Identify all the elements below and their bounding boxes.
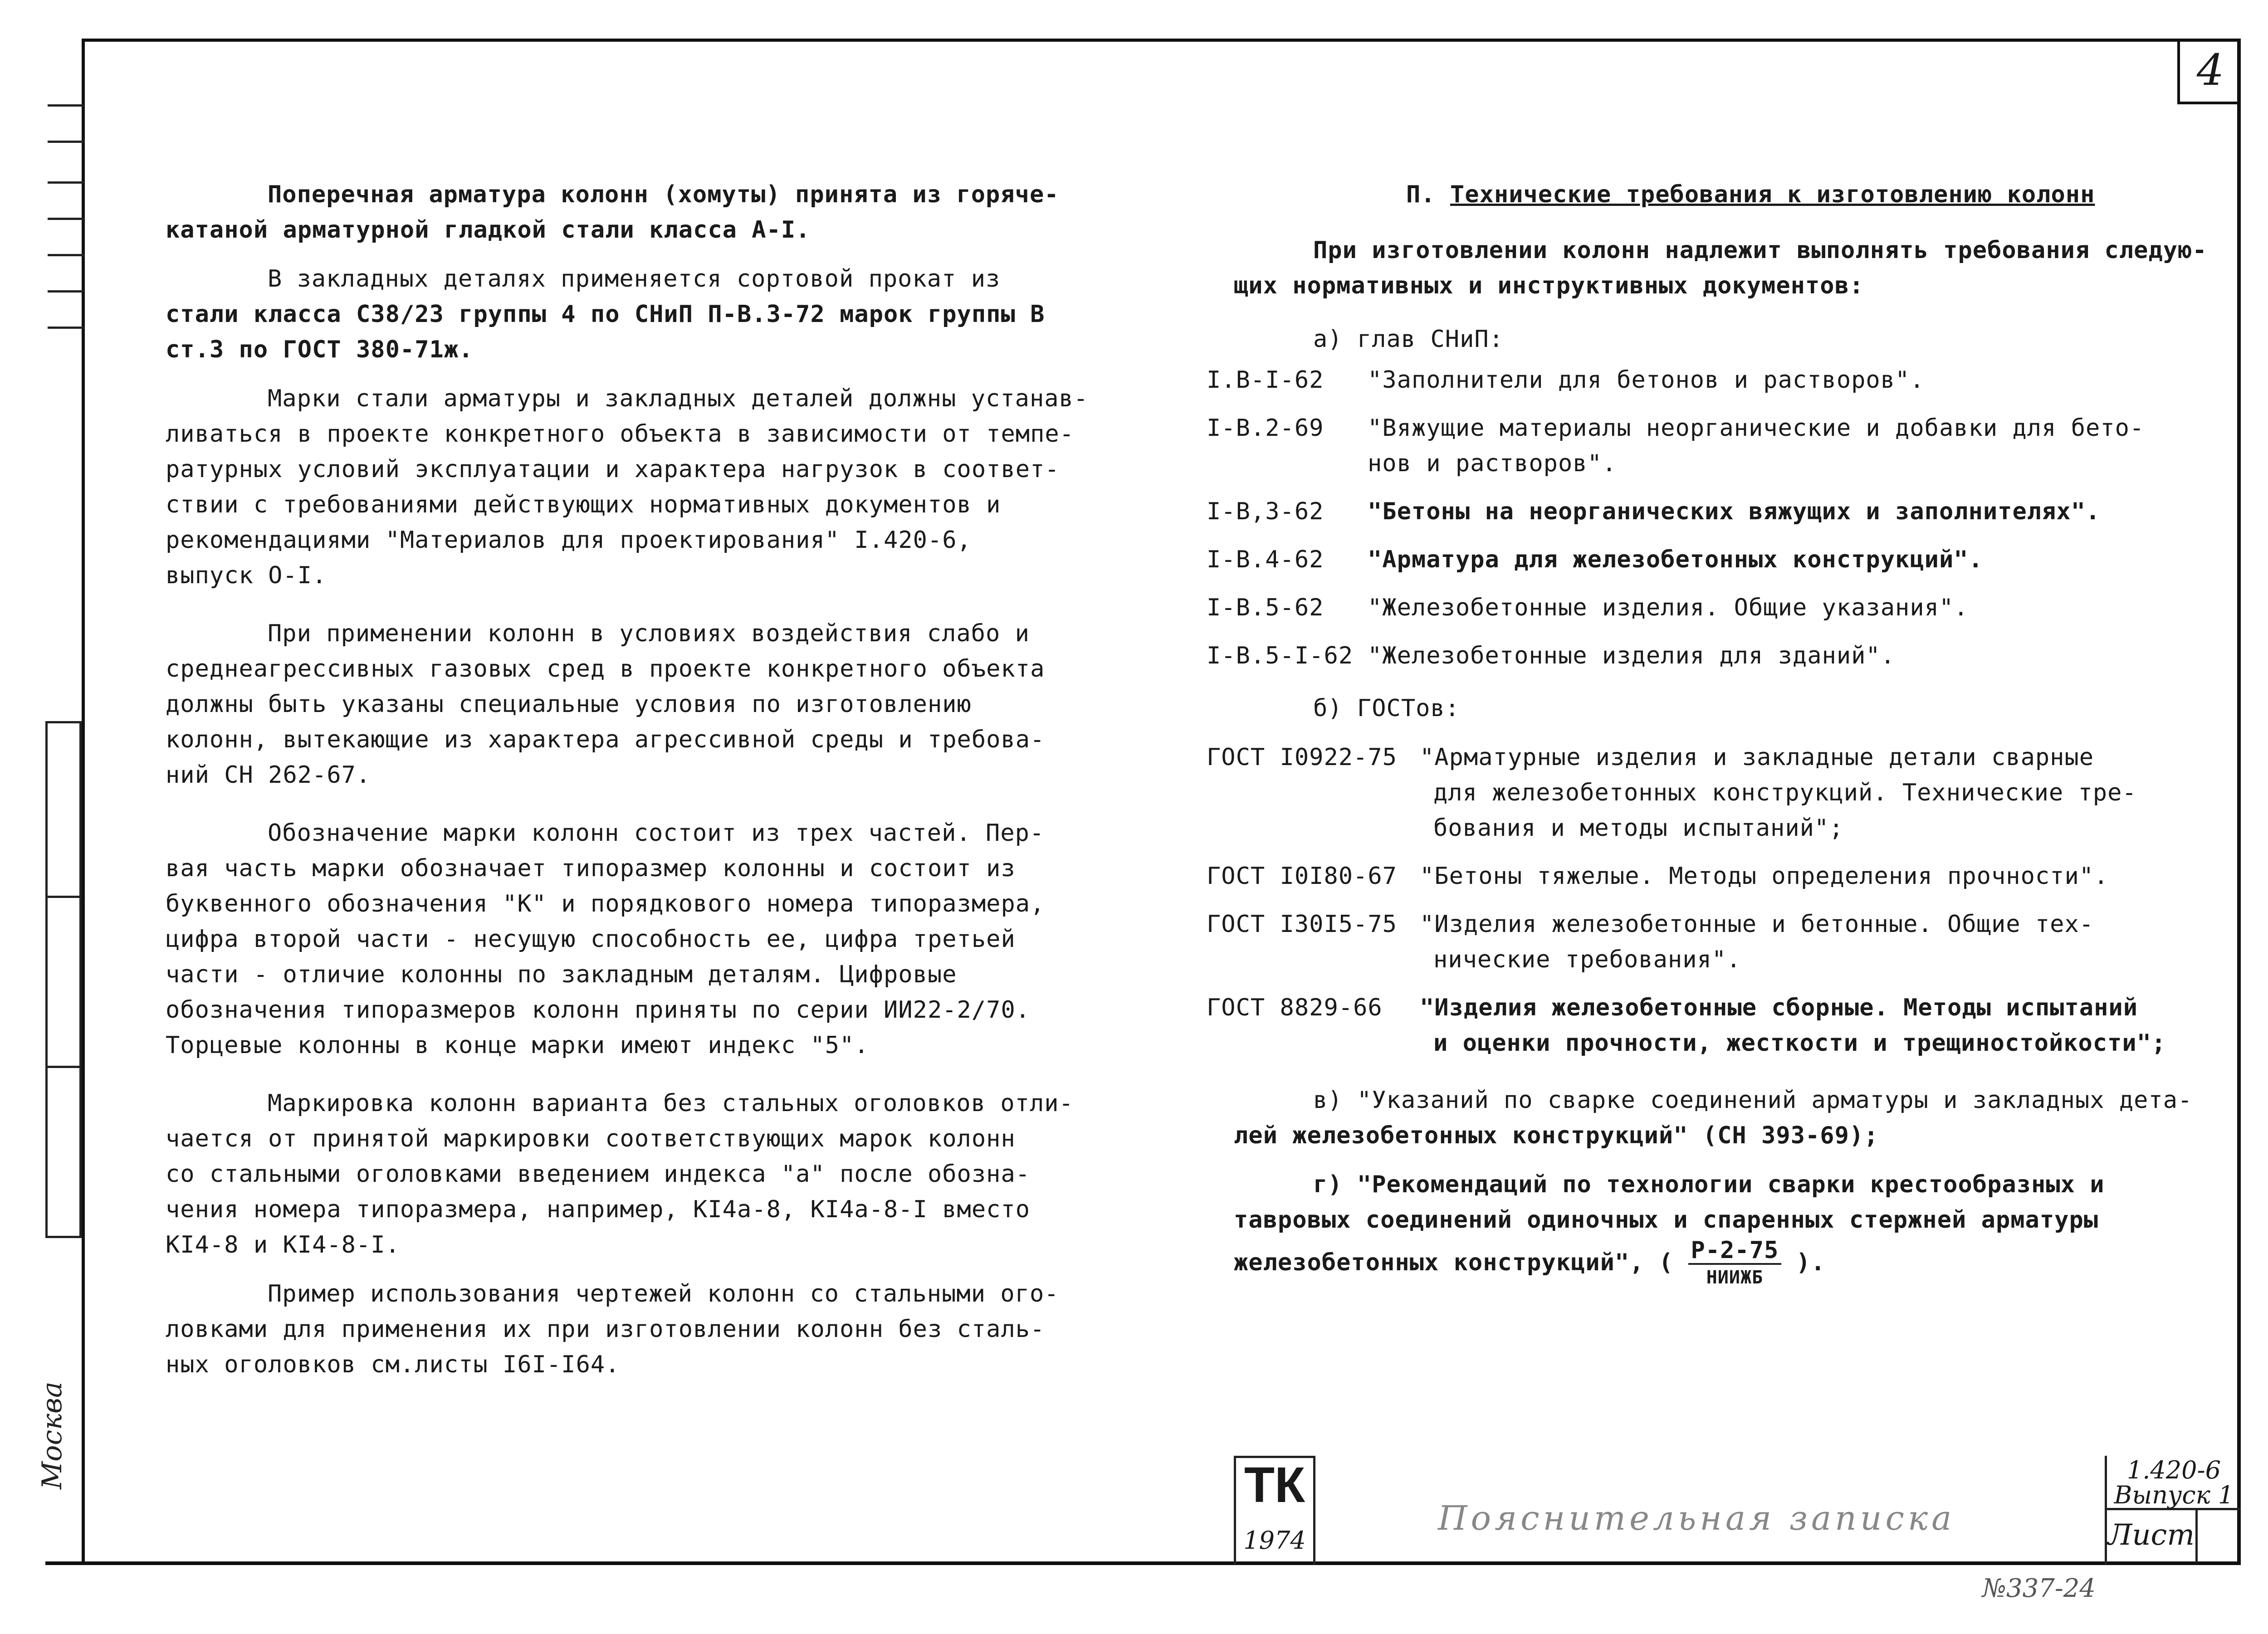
paragraph-line: Поперечная арматура колонн (хомуты) принята из горяче- [268, 181, 1059, 208]
snip-code: I-В,3-62 [1207, 498, 1324, 525]
reference-fraction [1688, 1238, 1782, 1290]
snip-code: I-В.5-I-62 [1207, 642, 1354, 669]
paragraph-line: При применении колонн в условиях воздействия слабо и [268, 620, 1030, 647]
gost-title: нические требования". [1433, 946, 1741, 973]
snip-item [1207, 638, 2227, 673]
snip-title: "Арматура для железобетонных конструкций". [1368, 546, 1983, 573]
snip-item [1207, 542, 2227, 577]
paragraph-line: ний СН 262-67. [166, 761, 371, 789]
sheet-label: Лист [2107, 1510, 2198, 1562]
gost-label: б) ГОСТов: [1313, 695, 1460, 722]
heading-text: Технические требования к изготовлению колонн [1450, 181, 2095, 208]
paragraph-line: ратурных условий эксплуатации и характера нагрузок в соответ- [166, 456, 1060, 483]
paragraph-line: обозначения типоразмеров колонн приняты по серии ИИ22-2/70. [166, 996, 1031, 1024]
gost-item [1207, 907, 2227, 942]
gost-title: "Бетоны тяжелые. Методы определения прочности". [1420, 863, 2109, 890]
paragraph-line: цифра второй части - несущую способность ее, цифра третьей [166, 926, 1016, 953]
snip-title: "Бетоны на неорганических вяжущих и заполнителях". [1368, 498, 2101, 525]
paragraph-line: ных оголовков см.листы I6I-I64. [166, 1351, 620, 1378]
item-v-line: лей железобетонных конструкций" (СН 393-69); [1234, 1122, 1879, 1149]
snip-title: "Заполнители для бетонов и растворов". [1368, 366, 1925, 394]
paragraph-line: Марки стали арматуры и закладных деталей должны устанав- [268, 385, 1089, 412]
series-cell [2107, 1456, 2241, 1510]
gost-title: "Изделия железобетонные и бетонные. Общие тех- [1420, 911, 2094, 938]
item-g-line: г) "Рекомендаций по технологии сварки крестообразных и [1313, 1171, 2105, 1198]
snip-item [1207, 362, 2227, 398]
snip-label: а) глав СНиП: [1313, 326, 1504, 353]
gost-code: ГОСТ 8829-66 [1207, 994, 1383, 1021]
org-code: ТК [1244, 1457, 1305, 1513]
right-column [1207, 177, 2227, 1290]
gost-title: бования и методы испытаний"; [1433, 815, 1844, 842]
document-title: Пояснительная записка [1438, 1499, 1955, 1538]
snip-title: "Вяжущие материалы неорганические и добавки для бето- [1368, 415, 2145, 442]
paragraph-line: Торцевые колонны в конце марки имеют индекс "5". [166, 1032, 869, 1059]
snip-title: "Железобетонные изделия для зданий". [1368, 642, 1896, 669]
snip-code: I-В.4-62 [1207, 546, 1324, 573]
intro-line: При изготовлении колонн надлежит выполнять требования следую- [1313, 237, 2207, 264]
gost-item [1207, 990, 2227, 1025]
section-heading [1406, 177, 2227, 212]
gost-title: "Изделия железобетонные сборные. Методы испытаний [1420, 994, 2138, 1021]
snip-title: нов и растворов". [1368, 450, 1617, 477]
margin-box-upper [45, 721, 82, 898]
fraction-numerator: Р-2-75 [1688, 1238, 1782, 1265]
margin-box-middle [45, 896, 82, 1068]
gost-title: "Арматурные изделия и закладные детали сварные [1420, 744, 2094, 771]
gost-item [1234, 810, 2227, 846]
gost-item [1234, 942, 2227, 977]
paragraph-line: КI4-8 и КI4-8-I. [166, 1231, 400, 1258]
issue: Выпуск 1 [2114, 1481, 2234, 1509]
left-column [166, 177, 1123, 1396]
paragraph-line: ловками для применения их при изготовлении колонн без сталь- [166, 1316, 1045, 1343]
side-stamp: Москва [36, 1381, 68, 1489]
paragraph-line: Маркировка колонн варианта без стальных оголовков отли- [268, 1090, 1074, 1117]
gost-code: ГОСТ I0922-75 [1207, 744, 1397, 771]
paragraph-line: ливаться в проекте конкретного объекта в зависимости от темпе- [166, 420, 1075, 448]
gost-title: для железобетонных конструкций. Технические тре- [1433, 779, 2137, 806]
paragraph-line: должны быть указаны специальные условия по изготовлению [166, 691, 972, 718]
paragraph-line: чается от принятой маркировки соответствующих марок колонн [166, 1125, 1016, 1152]
paragraph-line: В закладных деталях применяется сортовой прокат из [268, 265, 1001, 293]
paragraph-line: стали класса С38/23 группы 4 по СНиП П-В.3-72 марок группы В [166, 301, 1045, 328]
snip-code: I-В.2-69 [1207, 415, 1324, 442]
paragraph-line: Пример использования чертежей колонн со стальными ого- [268, 1280, 1059, 1307]
title-block-right [2105, 1456, 2241, 1565]
org-stamp [1234, 1456, 1315, 1565]
item-g-line [1234, 1238, 2227, 1290]
year: 1974 [1243, 1526, 1306, 1555]
gost-item [1207, 740, 2227, 775]
intro-line: щих нормативных и инструктивных документов: [1234, 272, 1864, 299]
gost-code: ГОСТ I0I80-67 [1207, 863, 1397, 890]
gost-item [1234, 775, 2227, 810]
snip-item [1234, 446, 2227, 481]
gost-title: и оценки прочности, жесткости и трещиностойкости"; [1433, 1029, 2166, 1057]
margin-box-lower [45, 1066, 82, 1238]
paragraph-line: ст.3 по ГОСТ 380-71ж. [166, 336, 474, 363]
snip-item [1207, 410, 2227, 446]
paragraph-line: выпуск О-I. [166, 562, 327, 589]
paragraph-line: со стальными оголовками введением индекса "а" после обозна- [166, 1161, 1031, 1188]
page-number: 4 [2177, 39, 2241, 104]
paragraph-line: буквенного обозначения "К" и порядкового номера типоразмера, [166, 890, 1045, 917]
snip-code: I-В.5-62 [1207, 594, 1324, 621]
paragraph-line: катаной арматурной гладкой стали класса А-I. [166, 216, 811, 244]
inventory-number: №337-24 [1982, 1574, 2096, 1603]
gost-item [1234, 1025, 2227, 1061]
paragraph-line: колонн, вытекающие из характера агрессивной среды и требова- [166, 726, 1045, 753]
paragraph-line: Обозначение марки колонн состоит из трех частей. Пер- [268, 819, 1045, 847]
gost-item [1207, 858, 2227, 894]
item-g-tail: железобетонных конструкций", ( [1234, 1249, 1688, 1276]
snip-item [1207, 494, 2227, 529]
snip-code: I.В-I-62 [1207, 366, 1324, 394]
paragraph-line: части - отличие колонны по закладным деталям. Цифровые [166, 961, 957, 988]
heading-number: П. [1406, 181, 1450, 208]
paragraph-line: вая часть марки обозначает типоразмер колонны и состоит из [166, 855, 1016, 882]
paragraph-line: ствии с требованиями действующих нормативных документов и [166, 491, 1001, 518]
item-g-end: ). [1781, 1249, 1826, 1276]
item-g-line: тавровых соединений одиночных и спаренных стержней арматуры [1234, 1206, 2099, 1234]
snip-title: "Железобетонные изделия. Общие указания". [1368, 594, 1969, 621]
paragraph-line: чения номера типоразмера, например, КI4а-8, КI4а-8-I вместо [166, 1196, 1031, 1223]
snip-item [1207, 590, 2227, 625]
paragraph-line: рекомендациями "Материалов для проектирования" I.420-6, [166, 527, 972, 554]
series: 1.420-6 [2126, 1456, 2221, 1484]
gost-code: ГОСТ I30I5-75 [1207, 911, 1397, 938]
item-v-line: в) "Указаний по сварке соединений арматуры и закладных дета- [1313, 1087, 2193, 1114]
fraction-denominator: НИИЖБ [1706, 1267, 1764, 1288]
title-block [1234, 1456, 2241, 1565]
paragraph-line: среднеагрессивных газовых сред в проекте конкретного объекта [166, 655, 1045, 683]
